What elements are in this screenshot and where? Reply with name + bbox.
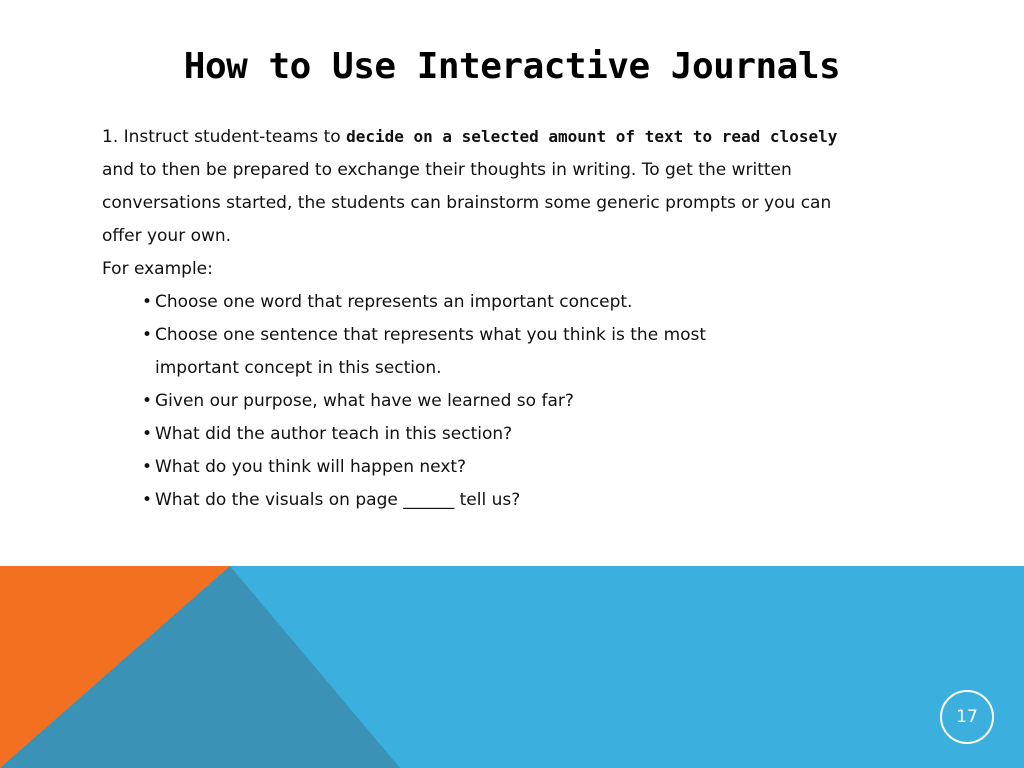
intro-paragraph <box>102 120 842 253</box>
slide-title: How to Use Interactive Journals <box>183 46 841 87</box>
intro-prefix: 1. Instruct student-teams to <box>102 127 347 147</box>
bullet-icon: • <box>142 292 153 312</box>
bullet-icon: • <box>142 391 153 411</box>
bullet-icon: • <box>142 424 153 444</box>
example-item: • Choose one sentence that represents what you think is the most important concept in this section. <box>142 319 775 385</box>
example-item: • What do the visuals on page ______ tell us? <box>142 484 775 517</box>
example-item: • What do you think will happen next? <box>142 451 775 484</box>
bullet-icon: • <box>142 490 153 510</box>
example-item: • Choose one word that represents an important concept. <box>142 286 775 319</box>
example-item: • What did the author teach in this section? <box>142 418 775 451</box>
bullet-icon: • <box>142 325 153 345</box>
example-lead: For example: <box>102 259 213 279</box>
bullet-icon: • <box>142 457 153 477</box>
slide-body <box>102 120 842 517</box>
footer-decoration <box>0 566 1024 768</box>
example-item: • Given our purpose, what have we learned so far? <box>142 385 775 418</box>
intro-rest: and to then be prepared to exchange their thoughts in writing. To get the written conversations started, the students can brainstorm some generic prompts or you can offer your own. <box>102 160 832 246</box>
page-number <box>940 690 994 744</box>
examples-list <box>102 286 842 517</box>
page-number-label: 17 <box>956 707 978 727</box>
intro-emphasis: decide on a selected amount of text to read closely <box>346 127 838 146</box>
